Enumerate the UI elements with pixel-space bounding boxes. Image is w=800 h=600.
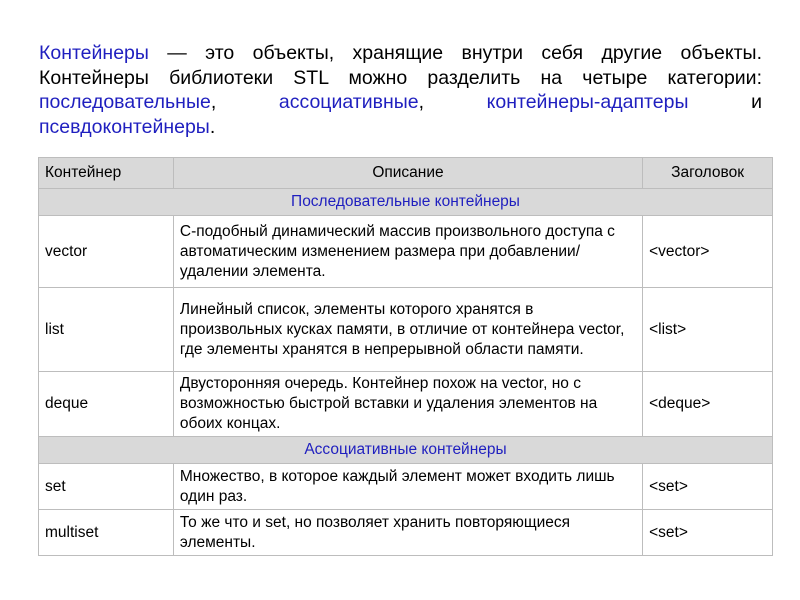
term-adapters: контейнеры-адаптеры xyxy=(486,91,689,113)
intro-paragraph xyxy=(39,41,762,139)
table-row xyxy=(39,288,773,372)
containers-table xyxy=(38,157,773,556)
table-row xyxy=(39,216,773,288)
container-name: multiset xyxy=(39,510,174,556)
separator: , xyxy=(418,91,487,113)
term-pseudo: псевдоконтейнеры xyxy=(39,115,210,138)
header-container: Контейнер xyxy=(39,158,174,189)
separator: и xyxy=(688,91,762,113)
group-row-sequential xyxy=(39,189,773,216)
container-name: list xyxy=(39,288,174,372)
period: . xyxy=(209,115,216,138)
table-row xyxy=(39,510,773,556)
group-title: Ассоциативные контейнеры xyxy=(39,437,773,464)
table-row xyxy=(39,372,773,437)
container-header: <list> xyxy=(643,288,773,372)
container-header: <vector> xyxy=(643,216,773,288)
container-header: <set> xyxy=(643,510,773,556)
container-name: set xyxy=(39,464,174,510)
intro-text: — это объекты, хранящие внутри себя другие объекты. Контейнеры библиотеки STL можно разделить на четыре категории: xyxy=(39,42,762,89)
term-associative: ассоциативные xyxy=(278,91,419,113)
group-row-associative xyxy=(39,437,773,464)
table-header-row xyxy=(39,158,773,189)
container-description: Линейный список, элементы которого хранятся в произвольных кусках памяти, в отличие от контейнера vector, где элементы хранятся в непрерывной области памяти. xyxy=(173,288,642,372)
container-description: Множество, в которое каждый элемент может входить лишь один раз. xyxy=(173,464,642,510)
container-description: С-подобный динамический массив произвольного доступа с автоматическим изменением размера при добавлении/удалении элемента. xyxy=(173,216,642,288)
term-containers: Контейнеры xyxy=(39,42,149,64)
container-description: Двусторонняя очередь. Контейнер похож на vector, но с возможностью быстрой вставки и удаления элементов на обоих концах. xyxy=(173,372,642,437)
separator: , xyxy=(210,91,279,113)
group-title: Последовательные контейнеры xyxy=(39,189,773,216)
container-description: То же что и set, но позволяет хранить повторяющиеся элементы. xyxy=(173,510,642,556)
header-include: Заголовок xyxy=(643,158,773,189)
table-row xyxy=(39,464,773,510)
container-name: vector xyxy=(39,216,174,288)
term-sequential: последовательные xyxy=(39,91,211,113)
container-header: <deque> xyxy=(643,372,773,437)
container-header: <set> xyxy=(643,464,773,510)
container-name: deque xyxy=(39,372,174,437)
header-description: Описание xyxy=(173,158,642,189)
